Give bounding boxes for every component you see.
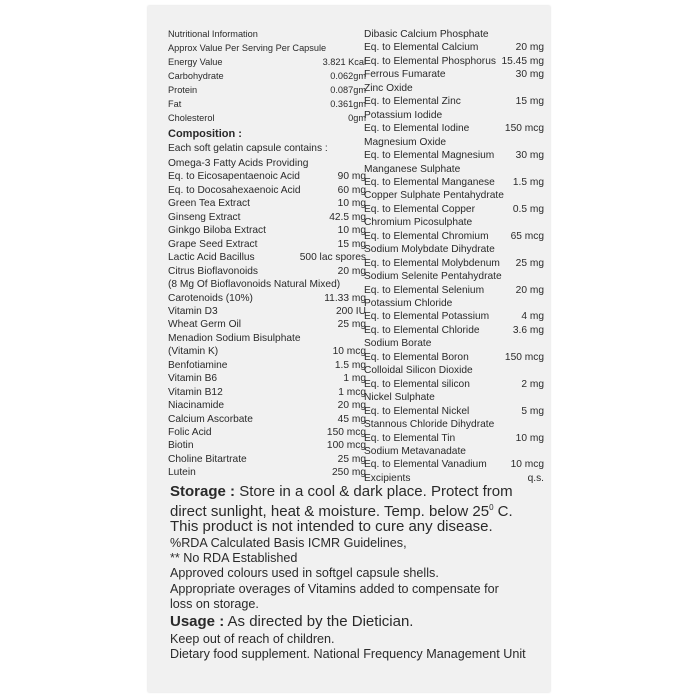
composition-row [168,251,366,264]
composition-row [364,68,544,81]
composition-row [364,41,544,54]
storage-text-1: Store in a cool & dark place. Protect from [239,483,513,500]
ingredient-name: Magnesium Oxide [364,136,447,148]
ingredient-name: Sodium Selenite Pentahydrate [364,271,502,283]
ingredient-name: Carbohydrate [168,71,224,82]
composition-row [168,466,366,479]
composition-row [364,82,544,95]
ingredient-name: Eq. to Elemental Tin [364,432,456,444]
composition-row [168,211,366,224]
nutrition-row [168,98,366,111]
ingredient-amount: 1 mcg [338,386,366,398]
composition-row [364,55,544,68]
composition-row [364,418,544,431]
ingredient-name: Excipients [364,472,411,484]
composition-row [364,189,544,202]
ingredient-name: Benfotiamine [168,359,228,371]
ingredient-name: Eq. to Elemental Calcium [364,42,479,54]
note-line: ** No RDA Established [170,551,298,566]
ingredient-amount: 15 mg [515,96,544,108]
footer-line: Dietary food supplement. National Frequency Management Unit [170,647,526,662]
ingredient-name: Ginkgo Biloba Extract [168,225,266,237]
ingredient-name: Eq. to Elemental Selenium [364,284,485,296]
composition-row [364,243,544,256]
usage-label: Usage : [170,613,225,630]
nutrition-subtitle: Approx Value Per Serving Per Capsule [168,43,327,53]
ingredient-name: Eq. to Elemental Potassium [364,311,490,323]
composition-row [168,170,366,183]
ingredient-amount: 0.087gm [330,85,366,96]
composition-row [168,439,366,452]
note-line: %RDA Calculated Basis ICMR Guidelines, [170,536,407,550]
ingredient-name: Cholesterol [168,113,215,124]
ingredient-amount: 60 mg [337,184,366,196]
ingredient-name: Vitamin B6 [168,373,218,385]
composition-row [364,445,544,458]
ingredient-name: Niacinamide [168,400,225,412]
ingredient-name: Eq. to Elemental Zinc [364,96,461,108]
composition-row [168,426,366,439]
ingredient-amount: 65 mcg [510,230,544,242]
ingredient-name: Zinc Oxide [364,82,413,94]
composition-row [364,28,544,41]
ingredient-name: Lutein [168,467,196,479]
composition-row [168,197,366,210]
ingredient-name: Potassium Iodide [364,109,443,121]
ingredient-name: Eq. to Elemental silicon [364,378,470,390]
composition-row [168,318,366,331]
ingredient-name: Eq. to Elemental Vanadium [364,459,487,471]
ingredient-amount: 20 mg [515,284,544,296]
ingredient-amount: 2 mg [521,378,544,390]
composition-row [168,184,366,197]
ingredient-amount: 100 mcg [326,440,366,452]
product-label-panel [148,6,550,692]
ingredient-name: (8 Mg Of Bioflavonoids Natural Mixed) [168,279,341,291]
ingredient-amount: 250 mg [332,467,366,479]
ingredient-amount: 1.5 mg [512,176,544,188]
composition-row [364,203,544,216]
composition-row [364,432,544,445]
ingredient-amount: 30 mg [515,69,544,81]
storage-text-3: This product is not intended to cure any disease. [170,518,493,535]
composition-row [364,351,544,364]
composition-row [168,372,366,385]
composition-row [168,292,366,305]
composition-row [364,405,544,418]
ingredient-name: Lactic Acid Bacillus [168,252,255,264]
ingredient-amount: 5 mg [521,405,544,417]
ingredient-name: Eq. to Eicosapentaenoic Acid [168,171,300,183]
usage-section [170,614,550,630]
ingredient-amount: 150 mcg [326,427,366,438]
ingredient-name: Colloidal Silicon Dioxide [364,365,473,377]
storage-text-2a: direct sunlight, heat & moisture. Temp. below 25 [170,502,490,520]
ingredient-name: Chromium Picosulphate [364,217,473,229]
ingredient-name: Folic Acid [168,427,212,438]
composition-row [364,122,544,135]
composition-row [364,297,544,310]
ingredient-amount: 0.062gm [330,71,366,82]
ingredient-name: Eq. to Elemental Chloride [364,324,480,336]
ingredient-amount: 20 mg [337,400,366,412]
ingredient-name: Protein [168,85,198,96]
composition-row [364,284,544,297]
ingredient-name: Eq. to Elemental Chromium [364,230,489,242]
composition-row [168,453,366,466]
composition-row [364,216,544,229]
composition-title: Composition : [168,128,242,140]
note-line: loss on storage. [170,596,259,611]
ingredient-name: Manganese Sulphate [364,163,461,175]
ingredient-name: Vitamin D3 [168,305,218,317]
ingredient-name: Choline Bitartrate [168,453,247,465]
ingredient-amount: 1 mg [343,373,366,385]
ingredient-name: Eq. to Elemental Boron [364,351,469,363]
ingredient-amount: 10 mg [515,432,544,444]
composition-row [168,157,366,170]
composition-row [364,324,544,337]
storage-section [170,484,550,535]
ingredient-amount: 0.361gm [330,99,366,110]
composition-row [364,109,544,122]
ingredient-name: Ginseng Extract [168,211,241,223]
composition-row [364,163,544,176]
ingredient-name: Dibasic Calcium Phosphate [364,29,489,40]
storage-line-3 [170,519,550,535]
degree-mark: 0 [489,502,494,512]
ingredient-name: Eq. to Elemental Molybdenum [364,257,500,269]
composition-row [168,399,366,412]
ingredient-name: Green Tea Extract [168,198,250,210]
composition-row [168,332,366,345]
ingredient-amount: 0.5 mg [512,203,544,215]
composition-row [168,238,366,251]
ingredient-name: Carotenoids (10%) [168,292,253,304]
nutrition-row [168,70,366,83]
ingredient-name: Sodium Metavanadate [364,445,466,457]
ingredient-amount: 20 mg [515,42,544,54]
ingredient-amount: 20 mg [337,265,366,277]
footer-line: Keep out of reach of children. [170,632,335,646]
composition-row [364,270,544,283]
nutrition-row [168,56,366,69]
ingredient-amount: 1.5 mg [334,359,366,371]
ingredient-amount: 10 mcg [332,346,366,358]
usage-text: As directed by the Dietician. [227,613,414,630]
ingredient-name: Menadion Sodium Bisulphate [168,332,301,344]
composition-row [364,458,544,471]
composition-row [168,278,366,291]
composition-row [168,413,366,426]
ingredient-amount: q.s. [527,472,544,484]
ingredient-name: Potassium Chloride [364,298,453,309]
composition-row [364,176,544,189]
composition-row [364,364,544,377]
ingredient-amount: 10 mg [337,225,366,237]
ingredient-name: Energy Value [168,57,223,67]
ingredient-name: Stannous Chloride Dihydrate [364,419,495,431]
nutrition-title: Nutritional Information [168,29,258,39]
nutrition-row [168,112,366,125]
composition-row [364,149,544,162]
ingredient-amount: 3.6 mg [512,324,544,336]
composition-row [168,224,366,237]
ingredient-name: Sodium Molybdate Dihydrate [364,244,495,256]
ingredient-name: Copper Sulphate Pentahydrate [364,190,504,202]
ingredient-amount: 150 mcg [504,123,544,135]
ingredient-amount: 30 mg [515,150,544,162]
ingredient-name: Nickel Sulphate [364,392,435,404]
composition-row [168,359,366,372]
ingredient-amount: 3.821 Kcal [322,57,366,67]
composition-row [364,310,544,323]
ingredient-name: Eq. to Elemental Phosphorus [364,55,496,67]
ingredient-name: Eq. to Elemental Iodine [364,123,470,135]
ingredient-amount: 25 mg [515,257,544,269]
usage-line [170,614,550,630]
ingredient-amount: 10 mg [337,198,366,210]
ingredient-name: Ferrous Fumarate [364,69,446,81]
ingredient-amount: 150 mcg [504,351,544,363]
composition-row [168,386,366,399]
footer-section [170,632,550,662]
ingredient-name: Omega-3 Fatty Acids Providing [168,158,309,169]
composition-row [168,345,366,358]
nutrition-row [168,84,366,97]
ingredient-name: Biotin [168,440,194,452]
note-line: Appropriate overages of Vitamins added to compensate for [170,581,499,596]
ingredient-amount: 25 mg [337,319,366,331]
ingredient-name: Wheat Germ Oil [168,319,242,331]
composition-row [364,257,544,270]
ingredient-amount: 45 mg [337,413,366,425]
notes-section [170,536,550,612]
note-line: Approved colours used in softgel capsule shells. [170,566,439,581]
ingredient-amount: 90 mg [337,171,366,183]
composition-row [364,95,544,108]
ingredient-name: Sodium Borate [364,338,432,350]
ingredient-name: Citrus Bioflavonoids [168,265,259,277]
ingredient-amount: 0gm [348,113,366,124]
storage-line-1 [170,484,550,500]
composition-intro: Each soft gelatin capsule contains : [168,143,328,154]
ingredient-amount: 42.5 mg [329,211,366,223]
composition-row [364,136,544,149]
composition-row [168,305,366,318]
composition-row [364,337,544,350]
ingredient-amount: 500 lac spores [299,252,366,264]
composition-row [364,378,544,391]
ingredient-name: Grape Seed Extract [168,238,258,250]
ingredient-name: Calcium Ascorbate [168,413,253,425]
ingredient-amount: 4 mg [521,311,544,323]
ingredient-name: Eq. to Elemental Nickel [364,405,470,417]
storage-label: Storage : [170,483,236,500]
ingredient-name: Vitamin B12 [168,386,223,398]
ingredient-name: Eq. to Elemental Magnesium [364,150,495,162]
storage-text-2b: C. [493,502,513,520]
ingredient-name: Fat [168,99,182,110]
ingredient-name: Eq. to Elemental Manganese [364,176,495,188]
ingredient-amount: 15.45 mg [501,55,544,67]
ingredient-amount: 11.33 mg [324,292,366,304]
ingredient-amount: 200 IU [335,305,366,317]
ingredient-name: Eq. to Elemental Copper [364,203,475,215]
ingredient-amount: 25 mg [337,453,366,465]
ingredient-name: (Vitamin K) [168,346,219,358]
ingredient-amount: 15 mg [337,238,366,250]
storage-line-2 [170,500,550,520]
composition-row [168,265,366,278]
composition-row [364,391,544,404]
ingredient-name: Eq. to Docosahexaenoic Acid [168,184,301,196]
composition-row [364,230,544,243]
ingredient-amount: 10 mcg [510,459,544,471]
